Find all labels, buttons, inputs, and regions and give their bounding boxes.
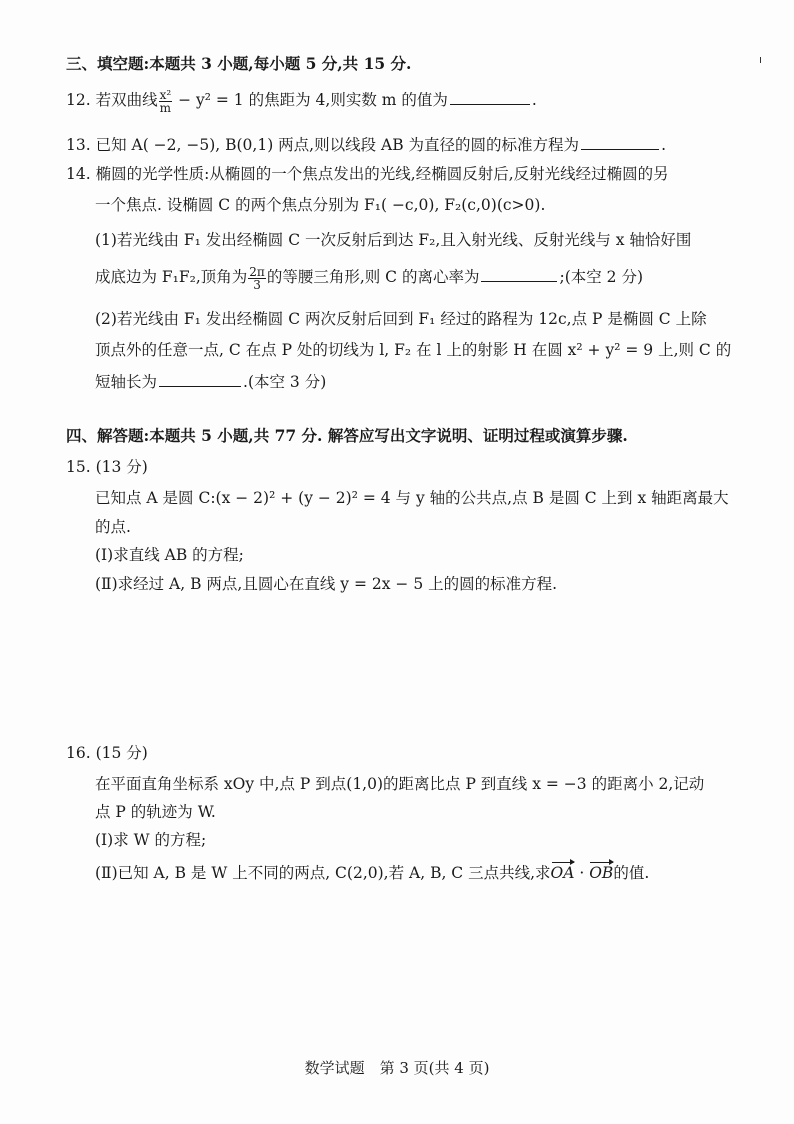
q14-angle-fraction — [248, 266, 266, 291]
vector-oa: OA — [550, 864, 575, 882]
q14-part2-line3 — [95, 370, 326, 393]
q13-answer-blank[interactable] — [581, 133, 659, 150]
vector-ob: OB — [589, 864, 614, 882]
q12-text-c: . — [531, 91, 537, 109]
question-12 — [66, 88, 537, 114]
q14-p2-text-b: .(本空 3 分) — [243, 373, 327, 391]
q16-p2-text-b: 的值. — [613, 864, 650, 882]
q14-p1-answer-blank[interactable] — [481, 265, 557, 282]
q12-fraction — [159, 89, 173, 114]
q14-p1-text-a: 成底边为 F₁F₂,顶角为 — [95, 268, 248, 286]
q14-p2-text-a: 短轴长为 — [95, 373, 158, 391]
section3-header: 三、填空题:本题共 3 小题,每小题 5 分,共 15 分. — [66, 54, 412, 73]
dot-operator: · — [574, 864, 590, 882]
q12-text-b: − y² = 1 的焦距为 4,则实数 m 的值为 — [173, 91, 448, 109]
q14-part1-line1: (1)若光线由 F₁ 发出经椭圆 C 一次反射后到达 F₂,且入射光线、反射光线与 x 轴恰好围 — [95, 231, 692, 249]
q14-frac-num: 2π — [249, 264, 265, 279]
q12-frac-den: m — [159, 100, 172, 115]
q15-part1: (Ⅰ)求直线 AB 的方程; — [95, 546, 244, 564]
margin-mark — [760, 57, 761, 63]
q12-frac-num: x² — [159, 87, 172, 102]
q14-part1-line2 — [95, 265, 643, 291]
q16-part2 — [95, 862, 649, 884]
q16-part1: (Ⅰ)求 W 的方程; — [95, 831, 207, 849]
q15-line1: 已知点 A 是圆 C:(x − 2)² + (y − 2)² = 4 与 y 轴的公共点,点 B 是圆 C 上到 x 轴距离最大 — [95, 489, 729, 507]
q16-p2-text-a: (Ⅱ)已知 A, B 是 W 上不同的两点, C(2,0),若 A, B, C 三点共线,求 — [95, 864, 551, 882]
q13-text-a: 13. 已知 A( −2, −5), B(0,1) 两点,则以线段 AB 为直径的圆的标准方程为 — [66, 136, 580, 154]
q14-part2-line2: 顶点外的任意一点, C 在点 P 处的切线为 l, F₂ 在 l 上的射影 H 在圆 x² + y² = 9 上,则 C 的 — [95, 341, 732, 359]
q12-answer-blank[interactable] — [450, 88, 530, 105]
q16-line2: 点 P 的轨迹为 W. — [95, 803, 216, 821]
q16-title: 16. (15 分) — [66, 744, 148, 762]
q16-line1: 在平面直角坐标系 xOy 中,点 P 到点(1,0)的距离比点 P 到直线 x = −3 的距离小 2,记动 — [95, 775, 705, 793]
q15-title: 15. (13 分) — [66, 458, 148, 476]
q14-part2-line1: (2)若光线由 F₁ 发出经椭圆 C 两次反射后回到 F₁ 经过的路程为 12c,点 P 是椭圆 C 上除 — [95, 310, 707, 328]
section4-header: 四、解答题:本题共 5 小题,共 77 分. 解答应写出文字说明、证明过程或演算步骤. — [66, 426, 628, 445]
q15-part2: (Ⅱ)求经过 A, B 两点,且圆心在直线 y = 2x − 5 上的圆的标准方程. — [95, 575, 558, 593]
q14-p1-text-b: 的等腰三角形,则 C 的离心率为 — [266, 268, 480, 286]
q14-p2-answer-blank[interactable] — [159, 370, 241, 387]
q15-line2: 的点. — [95, 518, 131, 536]
q14-frac-den: 3 — [253, 277, 261, 292]
q14-line1: 14. 椭圆的光学性质:从椭圆的一个焦点发出的光线,经椭圆反射后,反射光线经过椭圆的另 — [66, 165, 669, 183]
q14-line2: 一个焦点. 设椭圆 C 的两个焦点分别为 F₁( −c,0), F₂(c,0)(c>0). — [95, 196, 546, 214]
page-footer: 数学试题 第 3 页(共 4 页) — [304, 1059, 490, 1077]
q12-text-a: 12. 若双曲线 — [66, 91, 158, 109]
question-13 — [66, 133, 666, 156]
q13-text-b: . — [661, 136, 666, 154]
q14-p1-text-c: ;(本空 2 分) — [559, 268, 644, 286]
